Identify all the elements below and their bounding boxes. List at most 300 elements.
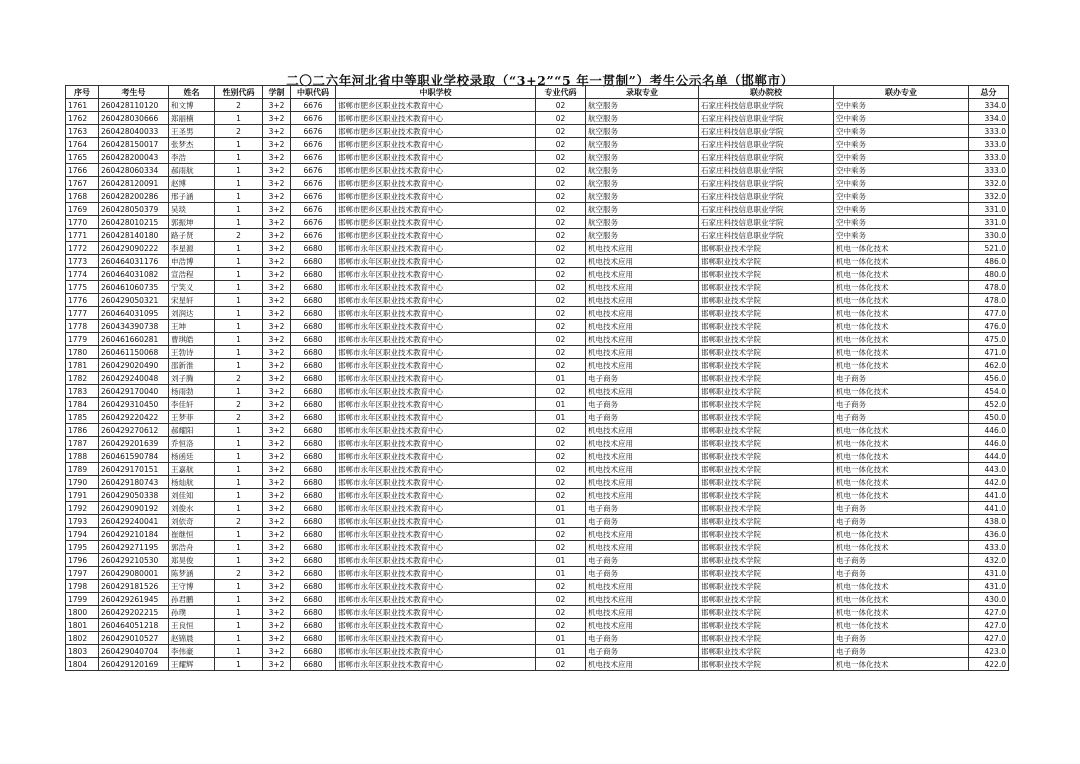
cell-major: 航空服务 <box>586 164 699 177</box>
cell-school: 邯郸市永年区职业技术教育中心 <box>336 632 536 645</box>
table-row <box>66 255 1009 268</box>
cell-score: 331.0 <box>969 203 1009 216</box>
cell-partner-college: 邯郸职业技术学院 <box>699 242 834 255</box>
table-row <box>66 450 1009 463</box>
cell-score: 332.0 <box>969 190 1009 203</box>
cell-school-code: 6680 <box>291 385 336 398</box>
cell-school-code: 6680 <box>291 359 336 372</box>
cell-major-code: 02 <box>536 268 586 281</box>
cell-school-code: 6680 <box>291 281 336 294</box>
cell-index: 1778 <box>66 320 99 333</box>
cell-index: 1770 <box>66 216 99 229</box>
cell-score: 452.0 <box>969 398 1009 411</box>
table-row <box>66 398 1009 411</box>
cell-school-code: 6680 <box>291 437 336 450</box>
cell-partner-college: 邯郸职业技术学院 <box>699 632 834 645</box>
cell-major-code: 02 <box>536 320 586 333</box>
cell-program: 3+2 <box>263 307 291 320</box>
cell-partner-college: 邯郸职业技术学院 <box>699 541 834 554</box>
cell-index: 1795 <box>66 541 99 554</box>
cell-score: 443.0 <box>969 463 1009 476</box>
cell-score: 433.0 <box>969 541 1009 554</box>
cell-partner-college: 邯郸职业技术学院 <box>699 619 834 632</box>
cell-major: 航空服务 <box>586 229 699 242</box>
cell-score: 331.0 <box>969 216 1009 229</box>
cell-score: 521.0 <box>969 242 1009 255</box>
table-row <box>66 190 1009 203</box>
cell-score: 471.0 <box>969 346 1009 359</box>
cell-index: 1799 <box>66 593 99 606</box>
cell-index: 1777 <box>66 307 99 320</box>
cell-major-code: 02 <box>536 619 586 632</box>
cell-school-code: 6680 <box>291 463 336 476</box>
cell-exam-no: 260428200286 <box>99 190 169 203</box>
table-row <box>66 138 1009 151</box>
cell-exam-no: 260428050379 <box>99 203 169 216</box>
cell-index: 1801 <box>66 619 99 632</box>
cell-school: 邯郸市永年区职业技术教育中心 <box>336 541 536 554</box>
cell-major-code: 02 <box>536 528 586 541</box>
cell-school: 邯郸市永年区职业技术教育中心 <box>336 346 536 359</box>
cell-name: 李浩 <box>169 151 215 164</box>
cell-program: 3+2 <box>263 606 291 619</box>
cell-index: 1783 <box>66 385 99 398</box>
cell-index: 1761 <box>66 99 99 112</box>
cell-school: 邯郸市肥乡区职业技术教育中心 <box>336 138 536 151</box>
cell-partner-college: 石家庄科技信息职业学院 <box>699 177 834 190</box>
cell-partner-major: 空中乘务 <box>834 138 969 151</box>
cell-major: 机电技术应用 <box>586 580 699 593</box>
cell-score: 330.0 <box>969 229 1009 242</box>
cell-major: 机电技术应用 <box>586 593 699 606</box>
cell-gender: 1 <box>215 489 263 502</box>
cell-exam-no: 260429181526 <box>99 580 169 593</box>
cell-gender: 1 <box>215 554 263 567</box>
cell-partner-college: 邯郸职业技术学院 <box>699 528 834 541</box>
cell-partner-major: 空中乘务 <box>834 216 969 229</box>
cell-gender: 2 <box>215 125 263 138</box>
cell-school-code: 6680 <box>291 320 336 333</box>
cell-gender: 2 <box>215 372 263 385</box>
cell-program: 3+2 <box>263 554 291 567</box>
cell-index: 1796 <box>66 554 99 567</box>
cell-partner-major: 电子商务 <box>834 411 969 424</box>
cell-partner-college: 邯郸职业技术学院 <box>699 294 834 307</box>
cell-major-code: 02 <box>536 99 586 112</box>
cell-exam-no: 260429220422 <box>99 411 169 424</box>
cell-partner-major: 机电一体化技术 <box>834 619 969 632</box>
cell-exam-no: 260429202215 <box>99 606 169 619</box>
cell-score: 333.0 <box>969 138 1009 151</box>
table-row <box>66 372 1009 385</box>
cell-school-code: 6680 <box>291 645 336 658</box>
cell-partner-college: 邯郸职业技术学院 <box>699 320 834 333</box>
cell-score: 333.0 <box>969 151 1009 164</box>
cell-major-code: 02 <box>536 385 586 398</box>
cell-name: 王耀辉 <box>169 658 215 671</box>
cell-major: 电子商务 <box>586 632 699 645</box>
cell-name: 刘依奇 <box>169 515 215 528</box>
cell-gender: 1 <box>215 164 263 177</box>
cell-partner-college: 邯郸职业技术学院 <box>699 411 834 424</box>
cell-major: 机电技术应用 <box>586 268 699 281</box>
table-row <box>66 112 1009 125</box>
table-row <box>66 606 1009 619</box>
cell-exam-no: 260428120091 <box>99 177 169 190</box>
cell-partner-major: 空中乘务 <box>834 229 969 242</box>
cell-index: 1774 <box>66 268 99 281</box>
cell-gender: 2 <box>215 229 263 242</box>
cell-school-code: 6676 <box>291 151 336 164</box>
cell-partner-major: 空中乘务 <box>834 177 969 190</box>
cell-score: 430.0 <box>969 593 1009 606</box>
cell-school-code: 6680 <box>291 554 336 567</box>
cell-program: 3+2 <box>263 515 291 528</box>
cell-program: 3+2 <box>263 255 291 268</box>
cell-index: 1769 <box>66 203 99 216</box>
cell-index: 1802 <box>66 632 99 645</box>
cell-major: 电子商务 <box>586 372 699 385</box>
cell-major-code: 02 <box>536 359 586 372</box>
cell-name: 王圣男 <box>169 125 215 138</box>
cell-name: 孙璞 <box>169 606 215 619</box>
cell-partner-major: 机电一体化技术 <box>834 528 969 541</box>
cell-school-code: 6680 <box>291 424 336 437</box>
cell-school: 邯郸市永年区职业技术教育中心 <box>336 450 536 463</box>
cell-school: 邯郸市永年区职业技术教育中心 <box>336 398 536 411</box>
cell-score: 432.0 <box>969 554 1009 567</box>
table-row <box>66 645 1009 658</box>
cell-major-code: 02 <box>536 216 586 229</box>
col-header-partner-major: 联办专业 <box>834 86 969 99</box>
cell-score: 442.0 <box>969 476 1009 489</box>
cell-major: 电子商务 <box>586 554 699 567</box>
cell-partner-major: 空中乘务 <box>834 164 969 177</box>
cell-exam-no: 260429261945 <box>99 593 169 606</box>
col-header-name: 姓名 <box>169 86 215 99</box>
cell-partner-college: 石家庄科技信息职业学院 <box>699 112 834 125</box>
cell-index: 1765 <box>66 151 99 164</box>
cell-exam-no: 260428110120 <box>99 99 169 112</box>
cell-program: 3+2 <box>263 294 291 307</box>
cell-exam-no: 260428200043 <box>99 151 169 164</box>
cell-program: 3+2 <box>263 528 291 541</box>
cell-program: 3+2 <box>263 281 291 294</box>
cell-exam-no: 260429120169 <box>99 658 169 671</box>
cell-major: 航空服务 <box>586 190 699 203</box>
cell-major-code: 02 <box>536 177 586 190</box>
cell-school: 邯郸市永年区职业技术教育中心 <box>336 281 536 294</box>
cell-partner-major: 空中乘务 <box>834 190 969 203</box>
cell-exam-no: 260434390738 <box>99 320 169 333</box>
cell-index: 1797 <box>66 567 99 580</box>
table-row <box>66 333 1009 346</box>
cell-major: 机电技术应用 <box>586 294 699 307</box>
cell-gender: 1 <box>215 151 263 164</box>
cell-name: 郑昊俊 <box>169 554 215 567</box>
cell-program: 3+2 <box>263 372 291 385</box>
cell-gender: 1 <box>215 528 263 541</box>
cell-major-code: 02 <box>536 294 586 307</box>
cell-major-code: 02 <box>536 593 586 606</box>
cell-exam-no: 260461060735 <box>99 281 169 294</box>
cell-major: 机电技术应用 <box>586 242 699 255</box>
cell-school: 邯郸市永年区职业技术教育中心 <box>336 242 536 255</box>
cell-major: 航空服务 <box>586 216 699 229</box>
cell-school: 邯郸市永年区职业技术教育中心 <box>336 255 536 268</box>
cell-score: 444.0 <box>969 450 1009 463</box>
cell-score: 450.0 <box>969 411 1009 424</box>
cell-partner-major: 电子商务 <box>834 632 969 645</box>
cell-exam-no: 260464031082 <box>99 268 169 281</box>
cell-school: 邯郸市永年区职业技术教育中心 <box>336 515 536 528</box>
cell-name: 杨函廷 <box>169 450 215 463</box>
cell-exam-no: 260429310450 <box>99 398 169 411</box>
table-row <box>66 567 1009 580</box>
cell-major: 机电技术应用 <box>586 658 699 671</box>
cell-school-code: 6680 <box>291 567 336 580</box>
cell-school-code: 6680 <box>291 307 336 320</box>
cell-partner-major: 机电一体化技术 <box>834 346 969 359</box>
cell-score: 436.0 <box>969 528 1009 541</box>
cell-name: 王坤 <box>169 320 215 333</box>
cell-index: 1782 <box>66 372 99 385</box>
cell-score: 334.0 <box>969 112 1009 125</box>
cell-name: 申浩博 <box>169 255 215 268</box>
cell-exam-no: 260429090192 <box>99 502 169 515</box>
cell-index: 1791 <box>66 489 99 502</box>
cell-gender: 1 <box>215 476 263 489</box>
cell-program: 3+2 <box>263 619 291 632</box>
cell-gender: 2 <box>215 567 263 580</box>
cell-major: 机电技术应用 <box>586 619 699 632</box>
cell-school: 邯郸市永年区职业技术教育中心 <box>336 359 536 372</box>
cell-exam-no: 260461660281 <box>99 333 169 346</box>
cell-school: 邯郸市永年区职业技术教育中心 <box>336 333 536 346</box>
cell-gender: 1 <box>215 346 263 359</box>
cell-school: 邯郸市永年区职业技术教育中心 <box>336 307 536 320</box>
cell-school: 邯郸市肥乡区职业技术教育中心 <box>336 203 536 216</box>
cell-program: 3+2 <box>263 632 291 645</box>
cell-gender: 1 <box>215 619 263 632</box>
cell-gender: 1 <box>215 645 263 658</box>
cell-partner-major: 空中乘务 <box>834 151 969 164</box>
cell-school-code: 6680 <box>291 632 336 645</box>
cell-index: 1763 <box>66 125 99 138</box>
cell-exam-no: 260429050338 <box>99 489 169 502</box>
cell-partner-major: 机电一体化技术 <box>834 281 969 294</box>
col-header-school: 中职学校 <box>336 86 536 99</box>
cell-name: 宣浩程 <box>169 268 215 281</box>
cell-partner-major: 机电一体化技术 <box>834 450 969 463</box>
cell-major: 机电技术应用 <box>586 606 699 619</box>
cell-name: 张梦杰 <box>169 138 215 151</box>
cell-partner-college: 石家庄科技信息职业学院 <box>699 125 834 138</box>
cell-school-code: 6680 <box>291 333 336 346</box>
cell-school-code: 6680 <box>291 242 336 255</box>
cell-major-code: 02 <box>536 190 586 203</box>
cell-major: 机电技术应用 <box>586 359 699 372</box>
table-row <box>66 619 1009 632</box>
cell-school-code: 6676 <box>291 229 336 242</box>
table-row <box>66 658 1009 671</box>
cell-major: 机电技术应用 <box>586 489 699 502</box>
cell-school-code: 6680 <box>291 489 336 502</box>
cell-exam-no: 260461150068 <box>99 346 169 359</box>
cell-name: 郭振坤 <box>169 216 215 229</box>
cell-partner-college: 石家庄科技信息职业学院 <box>699 99 834 112</box>
cell-major-code: 02 <box>536 489 586 502</box>
table-row <box>66 242 1009 255</box>
col-header-partner-college: 联办院校 <box>699 86 834 99</box>
cell-name: 李星源 <box>169 242 215 255</box>
cell-score: 427.0 <box>969 606 1009 619</box>
cell-program: 3+2 <box>263 99 291 112</box>
cell-partner-major: 机电一体化技术 <box>834 606 969 619</box>
cell-exam-no: 260428030666 <box>99 112 169 125</box>
cell-program: 3+2 <box>263 203 291 216</box>
cell-school: 邯郸市永年区职业技术教育中心 <box>336 463 536 476</box>
cell-partner-college: 邯郸职业技术学院 <box>699 359 834 372</box>
cell-partner-major: 电子商务 <box>834 398 969 411</box>
cell-score: 454.0 <box>969 385 1009 398</box>
cell-major-code: 02 <box>536 658 586 671</box>
cell-exam-no: 260464031095 <box>99 307 169 320</box>
cell-school-code: 6680 <box>291 658 336 671</box>
cell-gender: 1 <box>215 112 263 125</box>
cell-program: 3+2 <box>263 333 291 346</box>
cell-program: 3+2 <box>263 580 291 593</box>
cell-major-code: 02 <box>536 151 586 164</box>
cell-school: 邯郸市永年区职业技术教育中心 <box>336 437 536 450</box>
cell-major-code: 02 <box>536 138 586 151</box>
cell-name: 王守博 <box>169 580 215 593</box>
cell-name: 曹琪皓 <box>169 333 215 346</box>
cell-program: 3+2 <box>263 424 291 437</box>
cell-gender: 1 <box>215 593 263 606</box>
col-header-index: 序号 <box>66 86 99 99</box>
cell-score: 441.0 <box>969 489 1009 502</box>
cell-partner-major: 机电一体化技术 <box>834 255 969 268</box>
cell-name: 乔恒洛 <box>169 437 215 450</box>
cell-program: 3+2 <box>263 411 291 424</box>
table-row <box>66 515 1009 528</box>
cell-index: 1804 <box>66 658 99 671</box>
cell-gender: 1 <box>215 424 263 437</box>
col-header-gender: 性别代码 <box>215 86 263 99</box>
cell-exam-no: 260429180743 <box>99 476 169 489</box>
cell-partner-major: 机电一体化技术 <box>834 593 969 606</box>
cell-program: 3+2 <box>263 346 291 359</box>
cell-school: 邯郸市肥乡区职业技术教育中心 <box>336 99 536 112</box>
cell-gender: 1 <box>215 502 263 515</box>
cell-gender: 1 <box>215 268 263 281</box>
cell-exam-no: 260429270612 <box>99 424 169 437</box>
cell-major-code: 02 <box>536 255 586 268</box>
table-row <box>66 593 1009 606</box>
cell-partner-college: 邯郸职业技术学院 <box>699 502 834 515</box>
cell-name: 宁笑义 <box>169 281 215 294</box>
table-row <box>66 476 1009 489</box>
cell-partner-college: 邯郸职业技术学院 <box>699 450 834 463</box>
cell-program: 3+2 <box>263 489 291 502</box>
cell-school: 邯郸市永年区职业技术教育中心 <box>336 528 536 541</box>
cell-score: 475.0 <box>969 333 1009 346</box>
cell-school: 邯郸市永年区职业技术教育中心 <box>336 411 536 424</box>
cell-gender: 1 <box>215 385 263 398</box>
cell-school-code: 6680 <box>291 411 336 424</box>
cell-school-code: 6676 <box>291 164 336 177</box>
cell-exam-no: 260461590784 <box>99 450 169 463</box>
cell-name: 李伟豪 <box>169 645 215 658</box>
cell-name: 路子贤 <box>169 229 215 242</box>
cell-partner-major: 机电一体化技术 <box>834 658 969 671</box>
cell-partner-college: 石家庄科技信息职业学院 <box>699 151 834 164</box>
cell-school: 邯郸市肥乡区职业技术教育中心 <box>336 177 536 190</box>
cell-name: 杨灿航 <box>169 476 215 489</box>
cell-school-code: 6680 <box>291 619 336 632</box>
cell-major: 机电技术应用 <box>586 255 699 268</box>
cell-index: 1775 <box>66 281 99 294</box>
cell-partner-college: 邯郸职业技术学院 <box>699 385 834 398</box>
cell-exam-no: 260429240041 <box>99 515 169 528</box>
cell-partner-college: 邯郸职业技术学院 <box>699 333 834 346</box>
cell-program: 3+2 <box>263 593 291 606</box>
cell-partner-college: 邯郸职业技术学院 <box>699 567 834 580</box>
table-row <box>66 99 1009 112</box>
cell-major-code: 01 <box>536 398 586 411</box>
cell-major-code: 02 <box>536 333 586 346</box>
cell-major-code: 02 <box>536 229 586 242</box>
cell-gender: 2 <box>215 515 263 528</box>
cell-major-code: 01 <box>536 502 586 515</box>
cell-gender: 1 <box>215 541 263 554</box>
cell-school-code: 6680 <box>291 255 336 268</box>
table-header-row <box>66 86 1009 99</box>
table-body <box>66 99 1009 671</box>
col-header-exam-no: 考生号 <box>99 86 169 99</box>
table-row <box>66 164 1009 177</box>
table-row <box>66 424 1009 437</box>
cell-score: 486.0 <box>969 255 1009 268</box>
cell-exam-no: 260428040033 <box>99 125 169 138</box>
cell-score: 477.0 <box>969 307 1009 320</box>
cell-partner-college: 邯郸职业技术学院 <box>699 398 834 411</box>
cell-school: 邯郸市永年区职业技术教育中心 <box>336 476 536 489</box>
cell-school-code: 6676 <box>291 112 336 125</box>
cell-major: 航空服务 <box>586 138 699 151</box>
cell-school-code: 6676 <box>291 190 336 203</box>
cell-major-code: 02 <box>536 346 586 359</box>
cell-gender: 1 <box>215 255 263 268</box>
cell-program: 3+2 <box>263 216 291 229</box>
cell-major: 航空服务 <box>586 203 699 216</box>
cell-score: 462.0 <box>969 359 1009 372</box>
cell-major: 电子商务 <box>586 398 699 411</box>
cell-major-code: 02 <box>536 476 586 489</box>
cell-exam-no: 260429201639 <box>99 437 169 450</box>
cell-gender: 1 <box>215 450 263 463</box>
cell-name: 郝耀阳 <box>169 424 215 437</box>
cell-partner-major: 机电一体化技术 <box>834 333 969 346</box>
col-header-major-code: 专业代码 <box>536 86 586 99</box>
cell-index: 1803 <box>66 645 99 658</box>
cell-partner-major: 机电一体化技术 <box>834 463 969 476</box>
cell-name: 郭浩舟 <box>169 541 215 554</box>
cell-school: 邯郸市永年区职业技术教育中心 <box>336 502 536 515</box>
cell-name: 邢子涵 <box>169 190 215 203</box>
cell-gender: 1 <box>215 307 263 320</box>
